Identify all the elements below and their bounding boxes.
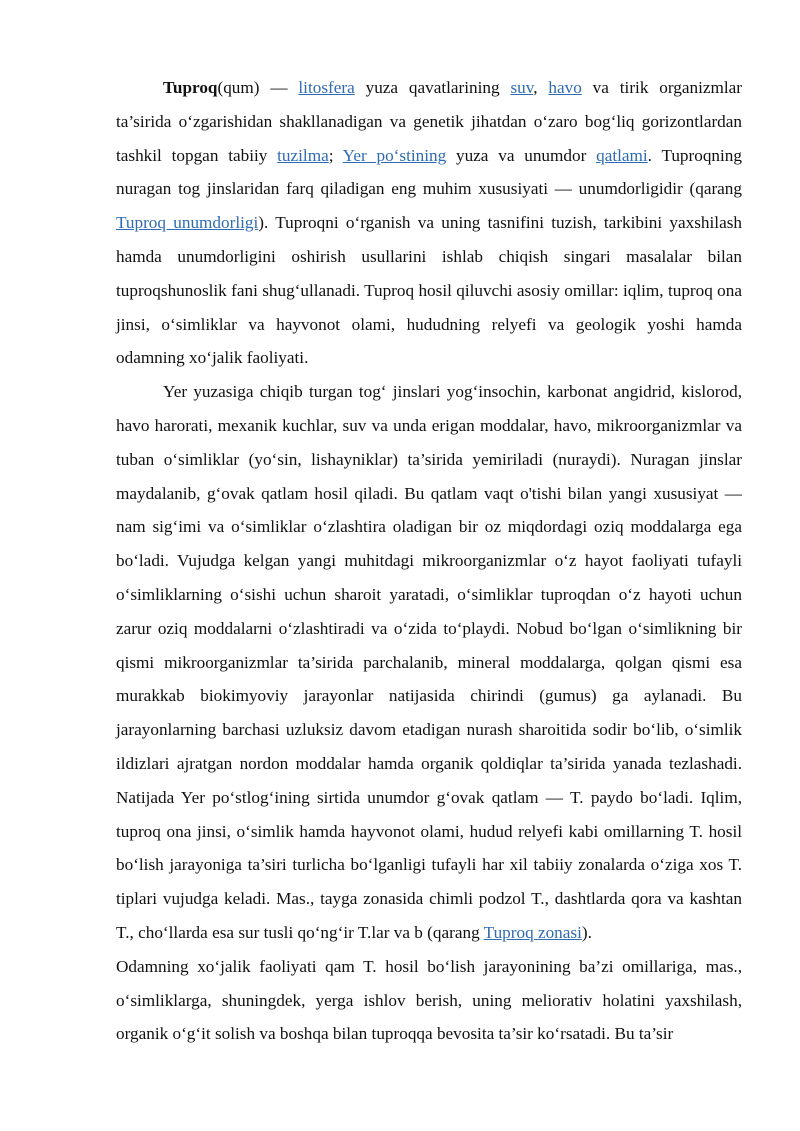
paragraph-human-activity <box>116 950 742 1051</box>
link-qatlami[interactable]: qatlami <box>596 145 648 165</box>
text: Odamning xo‘jalik faoliyati qam T. hosil bo‘lish jarayonining ba’zi omillariga, mas., o‘simliklarga, shuningdek, yerga ishlov berish, uning meliorativ holatini yaxshilash, organik o‘g‘it solish va boshqa bilan tuproqqa bevosita ta’sir ko‘rsatadi. Bu ta’sir <box>116 956 742 1044</box>
text: (qum) — <box>217 78 299 97</box>
text: va tirik organizmlar ta’sirida o‘zgarishidan shakllanadigan va genetik jihatdan o‘zaro bog‘liq gorizontlardan tashkil topgan tabiiy <box>116 78 742 165</box>
link-yer-postining[interactable]: Yer po‘stining <box>342 145 447 165</box>
text: ). Tuproqni o‘rganish va uning tasnifini tuzish, tarkibini yaxshilash hamda unumdorligini oshirish usullarini ishlab chiqish singari masalalar bilan tuproqshunoslik fani shug‘ullanadi. Tuproq hosil qiluvchi asosiy omillar: iqlim, tuproq ona jinsi, o‘simliklar va hayvonot olami, hududning relyefi va geologik yoshi hamda odamning xo‘jalik faoliyati. <box>116 213 742 368</box>
text: , <box>533 78 549 97</box>
link-suv[interactable]: suv <box>510 78 534 97</box>
paragraph-intro <box>116 71 742 375</box>
text: . Tuproqning nuragan tog jinslaridan farq qiladigan eng muhim xususiyati — unumdorligidir (qarang <box>116 145 742 199</box>
term-heading: Tuproq <box>163 78 218 97</box>
link-tuproq-unumdorligi[interactable]: Tuproq unumdorligi <box>116 213 259 233</box>
link-havo[interactable]: havo <box>548 78 582 97</box>
link-tuzilma[interactable]: tuzilma <box>277 145 329 165</box>
text: ). <box>581 922 592 942</box>
paragraph-formation <box>116 375 742 950</box>
text: yuza qavatlarining <box>354 78 511 97</box>
text: yuza va unumdor <box>446 145 597 165</box>
link-tuproq-zonasi[interactable]: Tuproq zonasi <box>483 922 582 942</box>
text: ; <box>328 145 343 165</box>
link-litosfera[interactable]: litosfera <box>298 78 355 97</box>
text: Yer yuzasiga chiqib turgan tog‘ jinslari yog‘insochin, karbonat angidrid, kislorod, havo harorati, mexanik kuchlar, suv va unda erigan moddalar, havo, mikroorganizmlar va tuban o‘simliklar (yo‘sin, lishayniklar) ta’sirida yemiriladi (nuraydi). Nuragan jinslar maydalanib, g‘ovak qatlam hosil qiladi. Bu qatlam vaqt o'tishi bilan yangi xususiyat — nam sig‘imi va o‘simliklar o‘zlashtira oladigan bir oz miqdordagi oziq moddalarga ega bo‘ladi. Vujudga kelgan yangi muhitdagi mikroorganizmlar o‘z hayot faoliyati tufayli o‘simliklarning o‘sishi uchun sharoit yaratadi, o‘simliklar tuproqdan o‘z hayoti uchun zarur oziq moddalarni o‘zlashtiradi va o‘zida to‘playdi. Nobud bo‘lgan o‘simlikning bir qismi mikroorganizmlar ta’sirida parchalanib, mineral moddalarga, qolgan qismi esa murakkab biokimyoviy jarayonlar natijasida chirindi (gumus) ga aylanadi. Bu jarayonlarning barchasi uzluksiz davom etadigan nurash sharoitida sodir bo‘lib, o‘simlik ildizlari ajratgan nordon moddalar hamda organik qoldiqlar ta’sirida yanada tezlashadi. Natijada Yer po‘stlog‘ining sirtida unumdor g‘ovak qatlam — T. paydo bo‘ladi. Iqlim, tuproq ona jinsi, o‘simlik hamda hayvonot olami, hudud relyefi kabi omillarning T. hosil bo‘lish jarayoniga ta’siri turlicha bo‘lganligi tufayli har xil tabiiy zonalarda o‘ziga xos T. tiplari vujudga keladi. Mas., tayga zonasida chimli podzol T., dashtlarda qora va kashtan T., cho‘llarda esa sur tusli qo‘ng‘ir T.lar va b (qarang <box>116 382 742 942</box>
document-page <box>116 71 742 1051</box>
